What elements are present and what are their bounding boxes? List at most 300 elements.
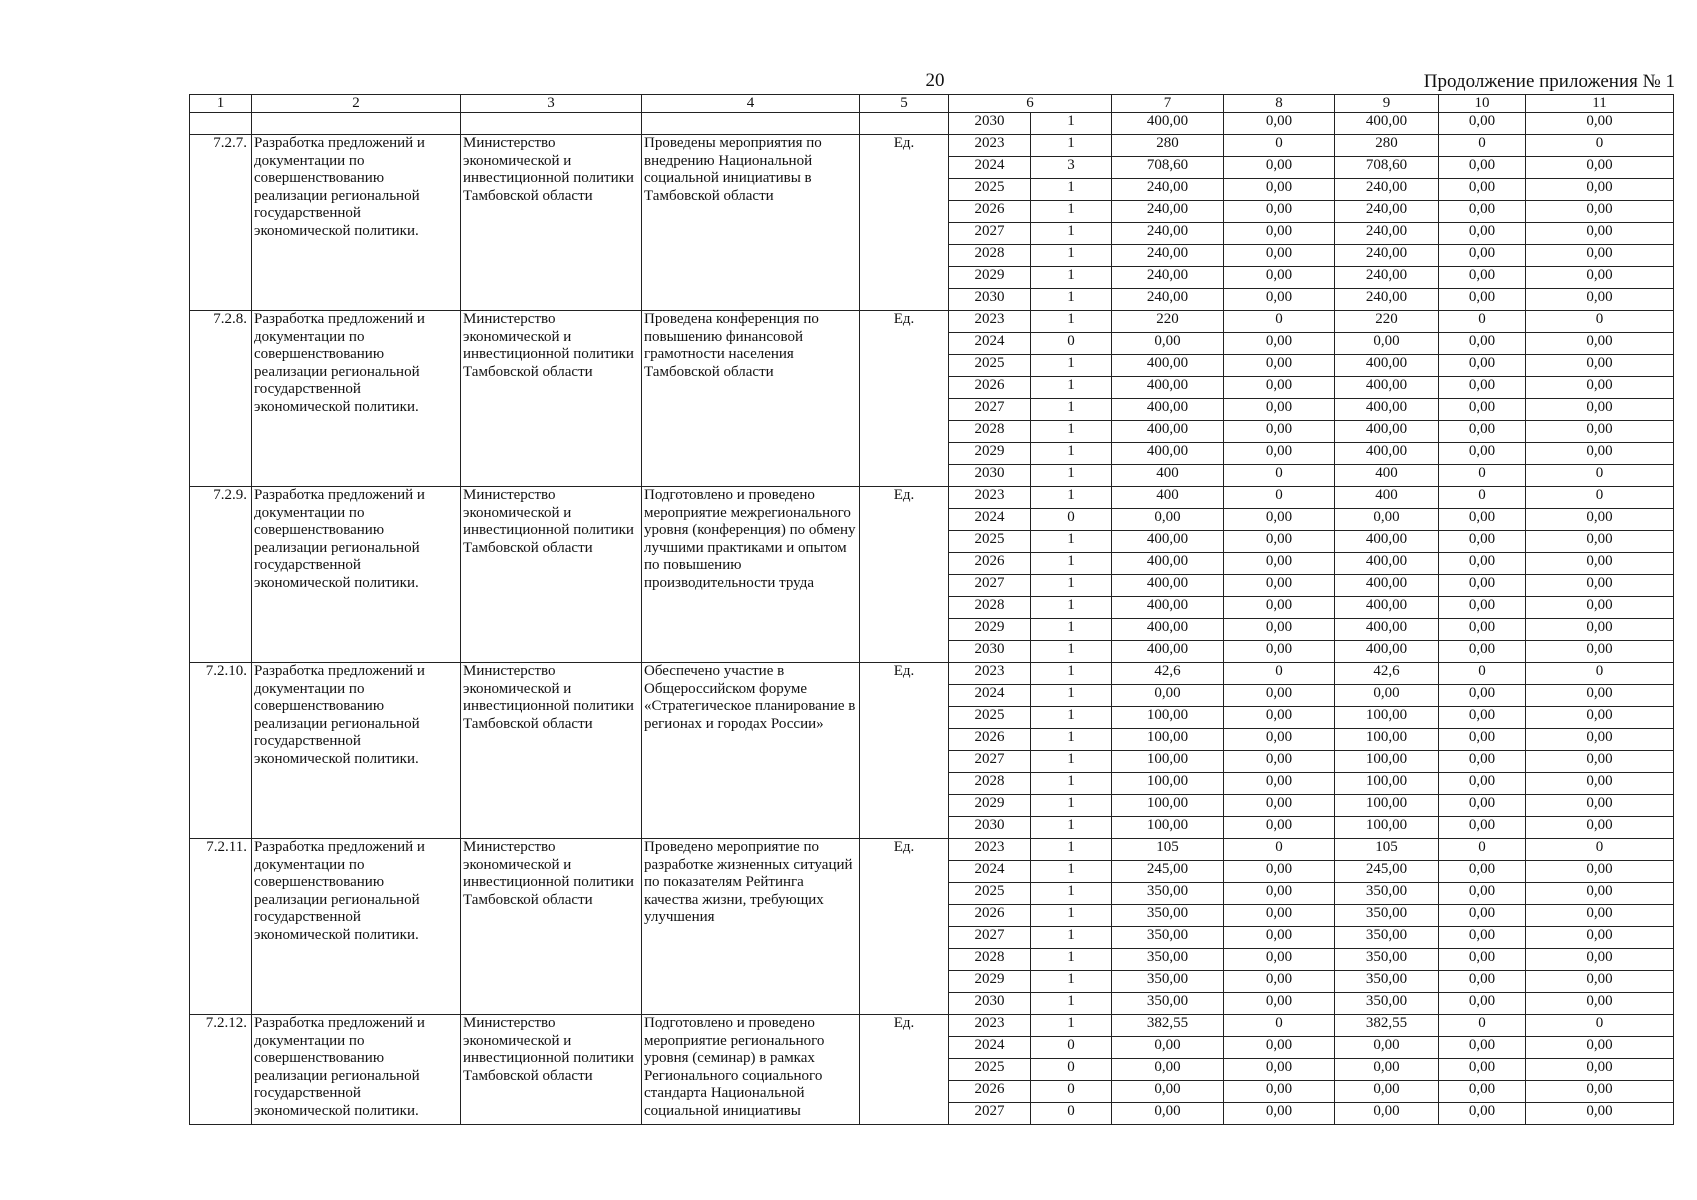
value-cell-v8: 0,00 [1224, 927, 1335, 949]
value-cell-v10: 0,00 [1439, 443, 1526, 465]
value-cell-count: 1 [1031, 861, 1112, 883]
value-cell-v10: 0,00 [1439, 575, 1526, 597]
column-header-9: 9 [1335, 95, 1439, 113]
year-cell: 2023 [949, 663, 1031, 685]
value-cell-v9: 0,00 [1335, 1059, 1439, 1081]
value-cell-v10: 0,00 [1439, 685, 1526, 707]
value-cell-v10: 0,00 [1439, 927, 1526, 949]
value-cell-count: 1 [1031, 575, 1112, 597]
value-cell-v7: 400 [1112, 465, 1224, 487]
value-cell-v10: 0,00 [1439, 619, 1526, 641]
value-cell-v7: 350,00 [1112, 905, 1224, 927]
year-cell: 2029 [949, 795, 1031, 817]
value-cell-v9: 220 [1335, 311, 1439, 333]
value-cell-v11: 0,00 [1526, 817, 1674, 839]
value-cell-v10: 0,00 [1439, 333, 1526, 355]
value-cell-v11: 0,00 [1526, 949, 1674, 971]
value-cell-v9: 0,00 [1335, 1037, 1439, 1059]
value-cell-count: 1 [1031, 135, 1112, 157]
result-description: Подготовлено и проведено мероприятие межрегионального уровня (конференция) по обмену лучшими практиками и опытом по повышению производительности труда [642, 487, 860, 663]
value-cell-v10: 0,00 [1439, 949, 1526, 971]
value-cell-v11: 0,00 [1526, 707, 1674, 729]
year-cell: 2025 [949, 179, 1031, 201]
item-number: 7.2.7. [190, 135, 252, 311]
value-cell-v9: 400,00 [1335, 399, 1439, 421]
value-cell-v8: 0,00 [1224, 619, 1335, 641]
value-cell-count: 1 [1031, 443, 1112, 465]
value-cell-v9: 0,00 [1335, 1103, 1439, 1125]
value-cell-v10: 0,00 [1439, 773, 1526, 795]
value-cell-v7: 240,00 [1112, 179, 1224, 201]
value-cell-v7: 245,00 [1112, 861, 1224, 883]
year-cell: 2027 [949, 927, 1031, 949]
year-cell: 2026 [949, 377, 1031, 399]
value-cell-count: 1 [1031, 707, 1112, 729]
column-header-8: 8 [1224, 95, 1335, 113]
value-cell-v8: 0,00 [1224, 993, 1335, 1015]
year-cell: 2023 [949, 135, 1031, 157]
value-cell-count: 1 [1031, 839, 1112, 861]
value-cell-v7: 350,00 [1112, 993, 1224, 1015]
value-cell-v9: 400,00 [1335, 531, 1439, 553]
table-row [190, 839, 1674, 861]
value-cell-count: 0 [1031, 1103, 1112, 1125]
value-cell-v11: 0,00 [1526, 245, 1674, 267]
value-cell-v8: 0,00 [1224, 509, 1335, 531]
value-cell-count: 1 [1031, 531, 1112, 553]
value-cell-v11: 0,00 [1526, 905, 1674, 927]
value-cell-count: 1 [1031, 905, 1112, 927]
value-cell-v9: 0,00 [1335, 333, 1439, 355]
table-row [190, 487, 1674, 509]
value-cell-v7: 100,00 [1112, 707, 1224, 729]
value-cell-v8: 0,00 [1224, 883, 1335, 905]
year-cell: 2025 [949, 355, 1031, 377]
value-cell-count: 0 [1031, 1037, 1112, 1059]
value-cell-v8: 0,00 [1224, 751, 1335, 773]
value-cell-count: 1 [1031, 817, 1112, 839]
value-cell-v10: 0,00 [1439, 399, 1526, 421]
value-cell-v7: 100,00 [1112, 773, 1224, 795]
value-cell-v7: 400,00 [1112, 355, 1224, 377]
year-cell: 2024 [949, 157, 1031, 179]
item-name: Разработка предложений и документации по совершенствованию реализации региональной государственной экономической политики. [252, 487, 461, 663]
year-cell: 2030 [949, 113, 1031, 135]
value-cell-v10: 0,00 [1439, 1037, 1526, 1059]
value-cell-v7: 220 [1112, 311, 1224, 333]
value-cell-v7: 100,00 [1112, 751, 1224, 773]
value-cell-v8: 0,00 [1224, 707, 1335, 729]
value-cell-v9: 400,00 [1335, 553, 1439, 575]
responsible-org: Министерство экономической и инвестиционной политики Тамбовской области [461, 663, 642, 839]
value-cell-count: 1 [1031, 949, 1112, 971]
value-cell-v7: 400,00 [1112, 421, 1224, 443]
value-cell-v8: 0,00 [1224, 179, 1335, 201]
value-cell-count: 1 [1031, 685, 1112, 707]
value-cell-v10: 0,00 [1439, 267, 1526, 289]
value-cell-v11: 0 [1526, 663, 1674, 685]
value-cell-v10: 0,00 [1439, 795, 1526, 817]
responsible-org: Министерство экономической и инвестиционной политики Тамбовской области [461, 839, 642, 1015]
responsible-org: Министерство экономической и инвестиционной политики Тамбовской области [461, 135, 642, 311]
value-cell-v11: 0,00 [1526, 1037, 1674, 1059]
value-cell-v10: 0,00 [1439, 817, 1526, 839]
value-cell-v9: 0,00 [1335, 509, 1439, 531]
value-cell-v9: 100,00 [1335, 729, 1439, 751]
column-header-2: 2 [252, 95, 461, 113]
item-name: Разработка предложений и документации по совершенствованию реализации региональной государственной экономической политики. [252, 663, 461, 839]
value-cell-v11: 0,00 [1526, 751, 1674, 773]
value-cell-v10: 0 [1439, 663, 1526, 685]
year-cell: 2027 [949, 399, 1031, 421]
value-cell-v7: 240,00 [1112, 267, 1224, 289]
value-cell-count: 0 [1031, 333, 1112, 355]
value-cell-v11: 0,00 [1526, 553, 1674, 575]
value-cell-v7: 42,6 [1112, 663, 1224, 685]
value-cell-v7: 240,00 [1112, 223, 1224, 245]
table-row [190, 311, 1674, 333]
value-cell-v10: 0 [1439, 839, 1526, 861]
value-cell-v10: 0,00 [1439, 971, 1526, 993]
value-cell-v11: 0,00 [1526, 223, 1674, 245]
value-cell-v10: 0,00 [1439, 531, 1526, 553]
year-cell: 2028 [949, 597, 1031, 619]
value-cell-v9: 105 [1335, 839, 1439, 861]
value-cell-v11: 0,00 [1526, 421, 1674, 443]
year-cell: 2026 [949, 729, 1031, 751]
table-row [190, 113, 1674, 135]
value-cell-v7: 0,00 [1112, 1081, 1224, 1103]
year-cell: 2023 [949, 487, 1031, 509]
value-cell-count: 1 [1031, 663, 1112, 685]
item-number: 7.2.8. [190, 311, 252, 487]
value-cell-v7: 0,00 [1112, 333, 1224, 355]
column-header-11: 11 [1526, 95, 1674, 113]
year-cell: 2028 [949, 773, 1031, 795]
value-cell-v10: 0,00 [1439, 883, 1526, 905]
result-description: Обеспечено участие в Общероссийском форуме «Стратегическое планирование в регионах и городах России» [642, 663, 860, 839]
value-cell-v11: 0,00 [1526, 861, 1674, 883]
value-cell-v8: 0 [1224, 465, 1335, 487]
value-cell-count: 1 [1031, 223, 1112, 245]
value-cell-count: 1 [1031, 289, 1112, 311]
value-cell-v11: 0,00 [1526, 267, 1674, 289]
value-cell-v8: 0,00 [1224, 817, 1335, 839]
value-cell-count: 1 [1031, 795, 1112, 817]
value-cell-v10: 0,00 [1439, 905, 1526, 927]
value-cell-v8: 0 [1224, 839, 1335, 861]
year-cell: 2025 [949, 1059, 1031, 1081]
value-cell-v10: 0,00 [1439, 751, 1526, 773]
value-cell-v10: 0,00 [1439, 157, 1526, 179]
value-cell-v11: 0 [1526, 465, 1674, 487]
value-cell-v7: 400,00 [1112, 641, 1224, 663]
empty-cell [860, 113, 949, 135]
year-cell: 2026 [949, 201, 1031, 223]
value-cell-v9: 400,00 [1335, 597, 1439, 619]
value-cell-v7: 400,00 [1112, 531, 1224, 553]
value-cell-v7: 400,00 [1112, 377, 1224, 399]
year-cell: 2030 [949, 993, 1031, 1015]
year-cell: 2026 [949, 1081, 1031, 1103]
value-cell-count: 1 [1031, 311, 1112, 333]
plan-table [189, 94, 1674, 1125]
value-cell-v11: 0,00 [1526, 1059, 1674, 1081]
value-cell-count: 1 [1031, 465, 1112, 487]
responsible-org: Министерство экономической и инвестиционной политики Тамбовской области [461, 1015, 642, 1125]
value-cell-count: 1 [1031, 421, 1112, 443]
value-cell-v9: 350,00 [1335, 971, 1439, 993]
value-cell-v8: 0,00 [1224, 971, 1335, 993]
value-cell-v11: 0,00 [1526, 333, 1674, 355]
value-cell-count: 1 [1031, 1015, 1112, 1037]
value-cell-v8: 0,00 [1224, 443, 1335, 465]
value-cell-v8: 0,00 [1224, 531, 1335, 553]
value-cell-v9: 400,00 [1335, 575, 1439, 597]
column-header-10: 10 [1439, 95, 1526, 113]
value-cell-v9: 0,00 [1335, 1081, 1439, 1103]
value-cell-v9: 708,60 [1335, 157, 1439, 179]
value-cell-v7: 400,00 [1112, 597, 1224, 619]
value-cell-v10: 0,00 [1439, 179, 1526, 201]
value-cell-v10: 0 [1439, 311, 1526, 333]
value-cell-v10: 0 [1439, 1015, 1526, 1037]
value-cell-v9: 240,00 [1335, 289, 1439, 311]
year-cell: 2024 [949, 685, 1031, 707]
value-cell-v9: 240,00 [1335, 223, 1439, 245]
value-cell-v9: 400,00 [1335, 641, 1439, 663]
year-cell: 2025 [949, 531, 1031, 553]
value-cell-count: 1 [1031, 619, 1112, 641]
value-cell-v7: 0,00 [1112, 1037, 1224, 1059]
value-cell-count: 1 [1031, 245, 1112, 267]
value-cell-count: 1 [1031, 993, 1112, 1015]
value-cell-v7: 400,00 [1112, 443, 1224, 465]
value-cell-v11: 0,00 [1526, 619, 1674, 641]
value-cell-v7: 0,00 [1112, 1059, 1224, 1081]
year-cell: 2029 [949, 619, 1031, 641]
result-description: Подготовлено и проведено мероприятие регионального уровня (семинар) в рамках Регионального социального стандарта Национальной социальной инициативы [642, 1015, 860, 1125]
year-cell: 2024 [949, 861, 1031, 883]
value-cell-v9: 350,00 [1335, 905, 1439, 927]
value-cell-v8: 0 [1224, 1015, 1335, 1037]
value-cell-v7: 350,00 [1112, 883, 1224, 905]
value-cell-v7: 0,00 [1112, 685, 1224, 707]
value-cell-v8: 0,00 [1224, 861, 1335, 883]
value-cell-count: 1 [1031, 377, 1112, 399]
value-cell-v9: 100,00 [1335, 817, 1439, 839]
value-cell-v10: 0,00 [1439, 201, 1526, 223]
value-cell-v7: 240,00 [1112, 245, 1224, 267]
value-cell-v7: 400 [1112, 487, 1224, 509]
value-cell-v8: 0,00 [1224, 289, 1335, 311]
value-cell-v11: 0,00 [1526, 993, 1674, 1015]
value-cell-v11: 0,00 [1526, 509, 1674, 531]
value-cell-v8: 0,00 [1224, 1059, 1335, 1081]
value-cell-v8: 0,00 [1224, 1103, 1335, 1125]
value-cell-v9: 400,00 [1335, 619, 1439, 641]
value-cell-v9: 350,00 [1335, 927, 1439, 949]
column-header-7: 7 [1112, 95, 1224, 113]
value-cell-v7: 105 [1112, 839, 1224, 861]
year-cell: 2029 [949, 443, 1031, 465]
value-cell-v9: 350,00 [1335, 949, 1439, 971]
value-cell-v10: 0,00 [1439, 1059, 1526, 1081]
value-cell-v9: 240,00 [1335, 267, 1439, 289]
value-cell-v8: 0,00 [1224, 245, 1335, 267]
table-row [190, 663, 1674, 685]
year-cell: 2030 [949, 641, 1031, 663]
value-cell-v9: 400,00 [1335, 443, 1439, 465]
value-cell-v8: 0,00 [1224, 201, 1335, 223]
value-cell-count: 1 [1031, 597, 1112, 619]
value-cell-v11: 0,00 [1526, 289, 1674, 311]
value-cell-v9: 400 [1335, 465, 1439, 487]
value-cell-v7: 708,60 [1112, 157, 1224, 179]
value-cell-v8: 0,00 [1224, 685, 1335, 707]
year-cell: 2028 [949, 421, 1031, 443]
value-cell-v9: 280 [1335, 135, 1439, 157]
value-cell-v8: 0,00 [1224, 355, 1335, 377]
value-cell-v11: 0,00 [1526, 399, 1674, 421]
value-cell-v10: 0 [1439, 465, 1526, 487]
value-cell-v11: 0,00 [1526, 971, 1674, 993]
value-cell-v9: 245,00 [1335, 861, 1439, 883]
value-cell-count: 1 [1031, 641, 1112, 663]
value-cell-v7: 400,00 [1112, 619, 1224, 641]
value-cell-v8: 0 [1224, 487, 1335, 509]
value-cell-v9: 400,00 [1335, 421, 1439, 443]
year-cell: 2026 [949, 905, 1031, 927]
item-name: Разработка предложений и документации по совершенствованию реализации региональной государственной экономической политики. [252, 1015, 461, 1125]
value-cell-v7: 100,00 [1112, 817, 1224, 839]
value-cell-v7: 100,00 [1112, 729, 1224, 751]
responsible-org: Министерство экономической и инвестиционной политики Тамбовской области [461, 487, 642, 663]
value-cell-count: 1 [1031, 729, 1112, 751]
value-cell-v8: 0,00 [1224, 377, 1335, 399]
value-cell-v9: 400,00 [1335, 355, 1439, 377]
value-cell-v11: 0,00 [1526, 685, 1674, 707]
value-cell-v10: 0,00 [1439, 1081, 1526, 1103]
value-cell-v8: 0,00 [1224, 333, 1335, 355]
item-name: Разработка предложений и документации по совершенствованию реализации региональной государственной экономической политики. [252, 311, 461, 487]
value-cell-v10: 0,00 [1439, 377, 1526, 399]
unit-cell: Ед. [860, 135, 949, 311]
value-cell-v8: 0,00 [1224, 1081, 1335, 1103]
value-cell-v8: 0,00 [1224, 905, 1335, 927]
value-cell-count: 1 [1031, 179, 1112, 201]
value-cell-v9: 100,00 [1335, 773, 1439, 795]
value-cell-v8: 0,00 [1224, 157, 1335, 179]
value-cell-count: 1 [1031, 487, 1112, 509]
value-cell-v11: 0 [1526, 839, 1674, 861]
value-cell-v8: 0,00 [1224, 773, 1335, 795]
value-cell-v8: 0,00 [1224, 1037, 1335, 1059]
value-cell-v7: 350,00 [1112, 927, 1224, 949]
table-body [190, 95, 1674, 1125]
value-cell-v8: 0,00 [1224, 267, 1335, 289]
value-cell-v9: 240,00 [1335, 179, 1439, 201]
value-cell-v10: 0,00 [1439, 245, 1526, 267]
value-cell-count: 1 [1031, 927, 1112, 949]
value-cell-v10: 0 [1439, 135, 1526, 157]
item-number: 7.2.10. [190, 663, 252, 839]
value-cell-v9: 100,00 [1335, 751, 1439, 773]
value-cell-v7: 280 [1112, 135, 1224, 157]
year-cell: 2029 [949, 971, 1031, 993]
value-cell-v11: 0 [1526, 1015, 1674, 1037]
value-cell-v8: 0 [1224, 663, 1335, 685]
table-row [190, 1015, 1674, 1037]
value-cell-v7: 100,00 [1112, 795, 1224, 817]
value-cell-v11: 0,00 [1526, 531, 1674, 553]
value-cell-v8: 0,00 [1224, 113, 1335, 135]
value-cell-v10: 0,00 [1439, 421, 1526, 443]
value-cell-v8: 0,00 [1224, 399, 1335, 421]
year-cell: 2024 [949, 1037, 1031, 1059]
value-cell-v11: 0,00 [1526, 641, 1674, 663]
value-cell-v10: 0,00 [1439, 707, 1526, 729]
value-cell-v10: 0,00 [1439, 289, 1526, 311]
year-cell: 2027 [949, 751, 1031, 773]
page-number: 20 [925, 70, 945, 91]
value-cell-v8: 0,00 [1224, 223, 1335, 245]
year-cell: 2023 [949, 839, 1031, 861]
value-cell-v9: 350,00 [1335, 883, 1439, 905]
column-header-1: 1 [190, 95, 252, 113]
value-cell-v11: 0,00 [1526, 179, 1674, 201]
value-cell-v10: 0,00 [1439, 729, 1526, 751]
value-cell-count: 1 [1031, 355, 1112, 377]
column-header-4: 4 [642, 95, 860, 113]
value-cell-v8: 0,00 [1224, 641, 1335, 663]
value-cell-v11: 0,00 [1526, 157, 1674, 179]
value-cell-v8: 0 [1224, 135, 1335, 157]
value-cell-v7: 350,00 [1112, 949, 1224, 971]
value-cell-v9: 42,6 [1335, 663, 1439, 685]
value-cell-v11: 0,00 [1526, 927, 1674, 949]
value-cell-v11: 0,00 [1526, 443, 1674, 465]
value-cell-v8: 0,00 [1224, 795, 1335, 817]
value-cell-v10: 0,00 [1439, 1103, 1526, 1125]
value-cell-v7: 240,00 [1112, 201, 1224, 223]
value-cell-v7: 400,00 [1112, 399, 1224, 421]
responsible-org: Министерство экономической и инвестиционной политики Тамбовской области [461, 311, 642, 487]
unit-cell: Ед. [860, 1015, 949, 1125]
value-cell-v7: 0,00 [1112, 509, 1224, 531]
value-cell-count: 3 [1031, 157, 1112, 179]
value-cell-count: 0 [1031, 1059, 1112, 1081]
value-cell-v10: 0,00 [1439, 355, 1526, 377]
value-cell-v10: 0,00 [1439, 641, 1526, 663]
value-cell-v9: 400,00 [1335, 377, 1439, 399]
value-cell-count: 0 [1031, 1081, 1112, 1103]
year-cell: 2028 [949, 245, 1031, 267]
year-cell: 2024 [949, 509, 1031, 531]
value-cell-v9: 240,00 [1335, 245, 1439, 267]
unit-cell: Ед. [860, 839, 949, 1015]
empty-cell [642, 113, 860, 135]
empty-cell [461, 113, 642, 135]
value-cell-count: 1 [1031, 553, 1112, 575]
continuation-label: Продолжение приложения № 1 [1423, 71, 1675, 92]
year-cell: 2030 [949, 465, 1031, 487]
value-cell-count: 1 [1031, 773, 1112, 795]
value-cell-v10: 0,00 [1439, 861, 1526, 883]
year-cell: 2027 [949, 575, 1031, 597]
column-header-6: 6 [949, 95, 1112, 113]
year-cell: 2030 [949, 289, 1031, 311]
